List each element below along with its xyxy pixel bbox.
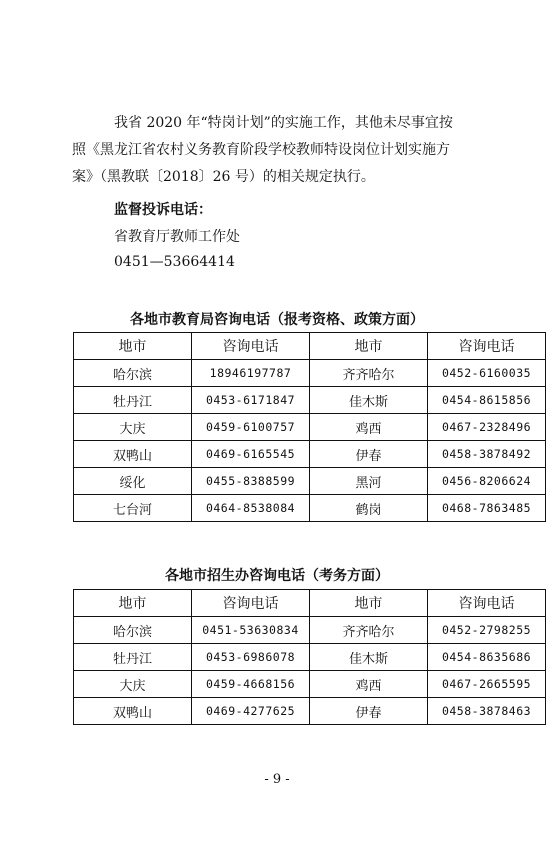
- city-cell: 哈尔滨: [74, 617, 192, 644]
- table-row: [74, 644, 546, 671]
- intro-line-2: 照《黑龙江省农村义务教育阶段学校教师特设岗位计划实施方: [72, 142, 450, 158]
- phone-cell: 0458-3878492: [428, 441, 546, 468]
- phone-cell: 0467-2328496: [428, 414, 546, 441]
- table2-title: 各地市招生办咨询电话（考务方面）: [165, 568, 389, 584]
- phone-cell: 0464-8538084: [192, 495, 310, 522]
- supervision-phone: 0451—53664414: [114, 254, 235, 270]
- city-cell: 佳木斯: [310, 387, 428, 414]
- table-row: [74, 468, 546, 495]
- education-bureau-table: [73, 332, 546, 522]
- phone-cell: 0459-6100757: [192, 414, 310, 441]
- city-cell: 双鸭山: [74, 698, 192, 725]
- city-cell: 大庆: [74, 414, 192, 441]
- city-cell: 哈尔滨: [74, 360, 192, 387]
- city-cell: 双鸭山: [74, 441, 192, 468]
- header-phone: 咨询电话: [192, 590, 310, 617]
- city-cell: 伊春: [310, 441, 428, 468]
- table-row: [74, 671, 546, 698]
- phone-cell: 0458-3878463: [428, 698, 546, 725]
- city-cell: 大庆: [74, 671, 192, 698]
- admissions-office-table: [73, 589, 546, 725]
- header-city: 地市: [310, 333, 428, 360]
- city-cell: 黑河: [310, 468, 428, 495]
- table-row: [74, 617, 546, 644]
- phone-cell: 0459-4668156: [192, 671, 310, 698]
- table-row: [74, 360, 546, 387]
- city-cell: 七台河: [74, 495, 192, 522]
- city-cell: 齐齐哈尔: [310, 360, 428, 387]
- phone-cell: 0469-6165545: [192, 441, 310, 468]
- header-city: 地市: [74, 333, 192, 360]
- phone-cell: 0453-6171847: [192, 387, 310, 414]
- table-row: [74, 698, 546, 725]
- city-cell: 伊春: [310, 698, 428, 725]
- phone-cell: 0468-7863485: [428, 495, 546, 522]
- city-cell: 牡丹江: [74, 644, 192, 671]
- table-row: [74, 495, 546, 522]
- city-cell: 绥化: [74, 468, 192, 495]
- header-phone: 咨询电话: [428, 590, 546, 617]
- phone-cell: 18946197787: [192, 360, 310, 387]
- table-row: [74, 387, 546, 414]
- header-city: 地市: [310, 590, 428, 617]
- intro-line-3: 案》（黑教联〔2018〕26 号）的相关规定执行。: [72, 169, 375, 185]
- header-phone: 咨询电话: [192, 333, 310, 360]
- intro-line-1: 我省 2020 年“特岗计划”的实施工作，其他未尽事宜按: [114, 115, 453, 131]
- phone-cell: 0452-2798255: [428, 617, 546, 644]
- city-cell: 鸡西: [310, 414, 428, 441]
- city-cell: 佳木斯: [310, 644, 428, 671]
- phone-cell: 0455-8388599: [192, 468, 310, 495]
- city-cell: 鹤岗: [310, 495, 428, 522]
- phone-cell: 0467-2665595: [428, 671, 546, 698]
- header-phone: 咨询电话: [428, 333, 546, 360]
- phone-cell: 0452-6160035: [428, 360, 546, 387]
- phone-cell: 0454-8635686: [428, 644, 546, 671]
- table1-title: 各地市教育局咨询电话（报考资格、政策方面）: [130, 312, 424, 328]
- table-row: [74, 414, 546, 441]
- phone-cell: 0454-8615856: [428, 387, 546, 414]
- phone-cell: 0469-4277625: [192, 698, 310, 725]
- supervision-dept: 省教育厅教师工作处: [114, 229, 240, 245]
- table-row: [74, 441, 546, 468]
- table-header-row: [74, 590, 546, 617]
- phone-cell: 0451-53630834: [192, 617, 310, 644]
- page-number: - 9 -: [264, 772, 290, 787]
- intro-paragraph: [72, 110, 492, 191]
- city-cell: 齐齐哈尔: [310, 617, 428, 644]
- phone-cell: 0456-8206624: [428, 468, 546, 495]
- city-cell: 牡丹江: [74, 387, 192, 414]
- table-header-row: [74, 333, 546, 360]
- city-cell: 鸡西: [310, 671, 428, 698]
- header-city: 地市: [74, 590, 192, 617]
- supervision-title: 监督投诉电话：: [114, 202, 212, 218]
- phone-cell: 0453-6986078: [192, 644, 310, 671]
